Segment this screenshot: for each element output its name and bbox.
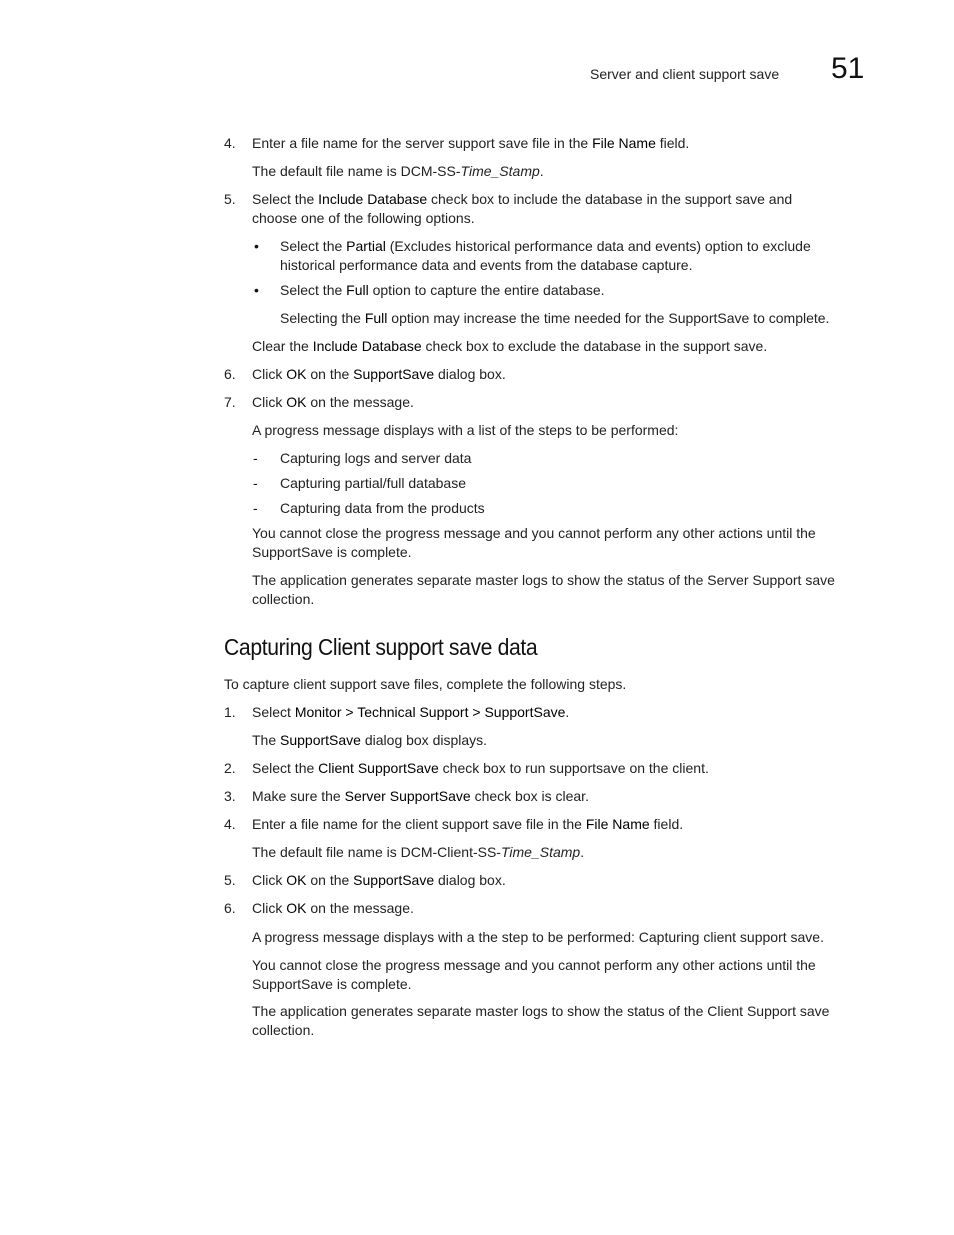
dash-icon: - [253, 475, 258, 491]
step-number: 4. [224, 135, 236, 151]
step-text: Select the Client SupportSave check box to run supportsave on the client. [252, 760, 709, 776]
bullet-icon: • [254, 282, 259, 298]
step-text: Click OK on the SupportSave dialog box. [252, 872, 506, 888]
bullet-icon: • [254, 238, 259, 254]
step-note: The application generates separate master logs to show the status of the Server Support save collection. [252, 572, 835, 607]
step-number: 5. [224, 191, 236, 207]
step-number: 6. [224, 900, 236, 916]
dash-icon: - [253, 450, 258, 466]
step-note: A progress message displays with a the step to be performed: Capturing client support save. [252, 929, 824, 945]
step-text: Click OK on the SupportSave dialog box. [252, 366, 506, 382]
step-number: 3. [224, 788, 236, 804]
step-number: 4. [224, 816, 236, 832]
running-header: Server and client support save [590, 66, 780, 82]
step-text: Click OK on the message. [252, 900, 414, 916]
step-note: You cannot close the progress message and you cannot perform any other actions until the SupportSave is complete. [252, 957, 816, 992]
chapter-number: 51 [831, 52, 865, 85]
step-note: You cannot close the progress message and you cannot perform any other actions until the SupportSave is complete. [252, 525, 816, 560]
dash-item: Capturing partial/full database [280, 475, 467, 491]
step-note: The default file name is DCM-SS-Time_Stamp. [252, 163, 544, 179]
step-text: Enter a file name for the server support save file in the File Name field. [252, 135, 690, 151]
step-number: 7. [224, 394, 236, 410]
dash-item: Capturing data from the products [280, 500, 485, 516]
step-number: 5. [224, 872, 236, 888]
dash-icon: - [253, 500, 258, 516]
step-text: Make sure the Server SupportSave check box is clear. [252, 788, 589, 804]
bullet-note: Selecting the Full option may increase the time needed for the SupportSave to complete. [280, 310, 830, 326]
step-text: Enter a file name for the client support save file in the File Name field. [252, 816, 684, 832]
dash-item: Capturing logs and server data [280, 450, 472, 466]
step-text: Select Monitor > Technical Support > SupportSave. [252, 704, 570, 720]
step-number: 2. [224, 760, 236, 776]
step-note: Clear the Include Database check box to exclude the database in the support save. [252, 338, 768, 354]
bullet-text: Select the Full option to capture the entire database. [280, 282, 605, 298]
bullet-text: Select the Partial (Excludes historical performance data and events) option to exclude historical performance data and events from the database capture. [280, 238, 811, 273]
section-intro: To capture client support save files, complete the following steps. [224, 676, 627, 692]
step-note: The SupportSave dialog box displays. [252, 732, 488, 748]
step-note: A progress message displays with a list of the steps to be performed: [252, 422, 679, 438]
step-number: 6. [224, 366, 236, 382]
step-note: The application generates separate master logs to show the status of the Client Support save collection. [252, 1003, 830, 1038]
step-number: 1. [224, 704, 236, 720]
section-heading: Capturing Client support save data [224, 634, 538, 660]
step-note: The default file name is DCM-Client-SS-Time_Stamp. [252, 844, 585, 860]
step-text: Select the Include Database check box to include the database in the support save and choose one of the following options. [252, 191, 793, 226]
step-text: Click OK on the message. [252, 394, 414, 410]
